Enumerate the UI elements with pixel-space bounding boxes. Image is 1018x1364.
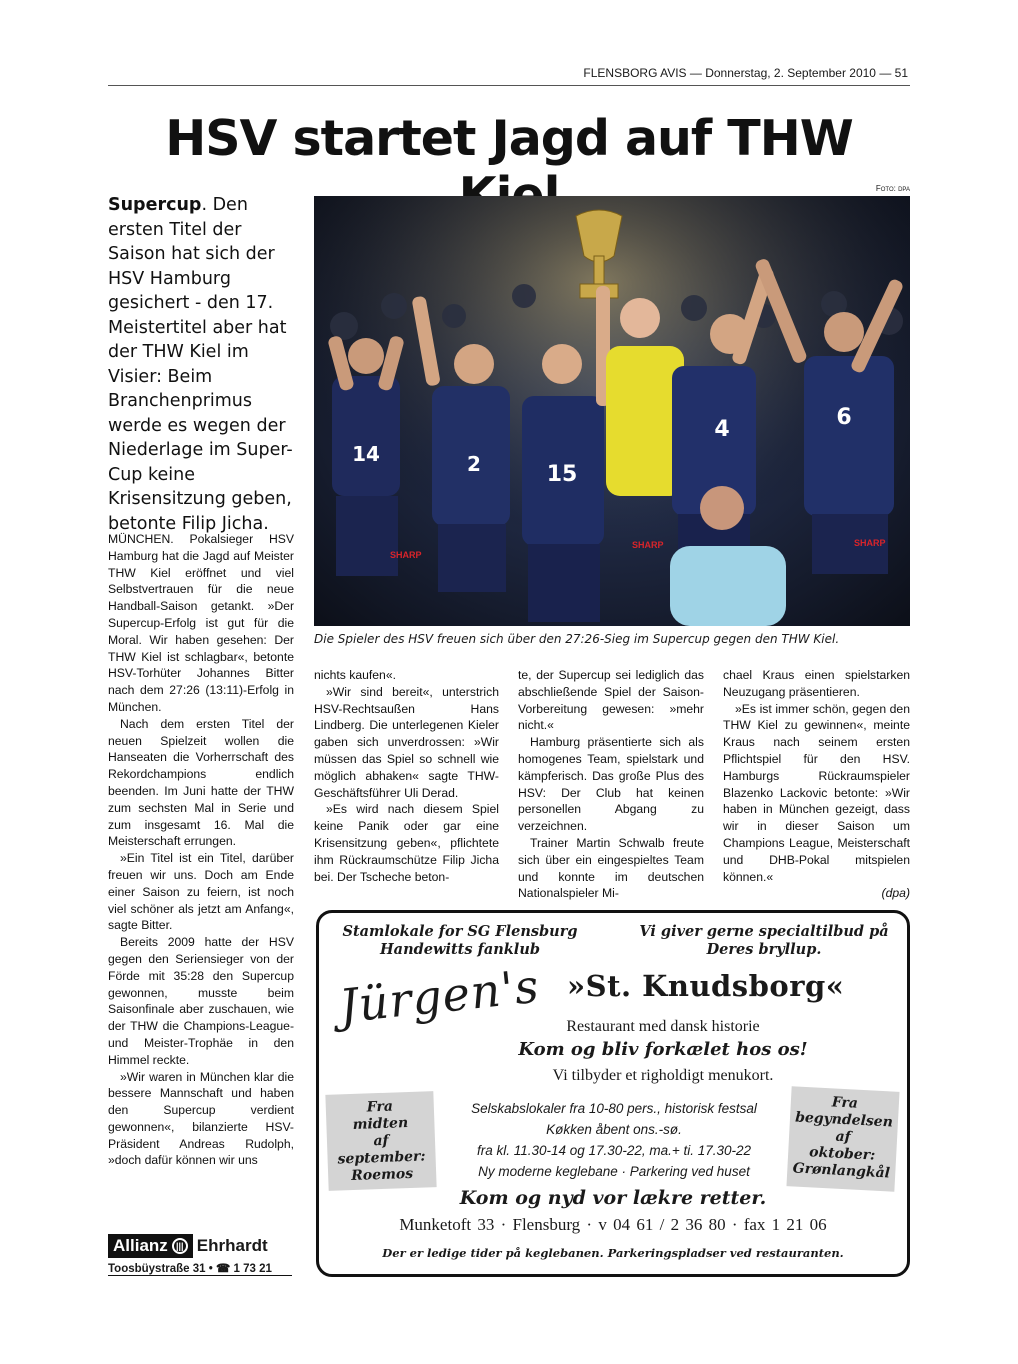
restaurant-ad bbox=[316, 910, 910, 1277]
article-column-4 bbox=[723, 667, 910, 902]
tag-line: af bbox=[373, 1132, 389, 1150]
sponsor-banner: SHARP bbox=[854, 538, 886, 548]
allianz-ad bbox=[108, 1233, 292, 1275]
ad-call-to-action: Kom og nyd vor lækre retter. bbox=[459, 1187, 767, 1209]
allianz-logo-icon: ||| bbox=[172, 1238, 188, 1254]
photo-illustration bbox=[314, 196, 910, 626]
paragraph: »Ein Titel ist ein Titel, darüber freuen wir uns. Doch am Ende einer Saison zu feiern, ist noch viel schöner als jetzt am Anfang«, sagte Bitter. bbox=[108, 851, 294, 933]
ad-restaurant-name: »St. Knudsborg« bbox=[567, 969, 845, 1003]
ad-right-tag bbox=[786, 1086, 899, 1192]
ad-left-tag bbox=[325, 1091, 436, 1191]
ad-script-name: Jürgen's bbox=[336, 958, 542, 1034]
tag-line: Fra bbox=[831, 1094, 859, 1112]
ad-top-left: Stamlokale for SG Flensburg Handewitts fanklub bbox=[342, 923, 578, 958]
tag-line: begyndelsen bbox=[794, 1109, 894, 1131]
lead-kicker: Supercup bbox=[108, 195, 202, 215]
ad-detail-line: Køkken åbent ons.-sø. bbox=[546, 1122, 682, 1137]
sponsor-banner: SHARP bbox=[390, 550, 422, 560]
tag-line: oktober: bbox=[808, 1144, 876, 1164]
agent-address: Toosbüystraße 31 • ☎ 1 73 21 bbox=[108, 1259, 292, 1276]
jersey-number: 6 bbox=[836, 405, 852, 430]
photo-caption: Die Spieler des HSV freuen sich über den 27:26-Sieg im Supercup gegen den THW Kiel. bbox=[314, 632, 840, 646]
tag-line: Grønlangkål bbox=[792, 1160, 891, 1182]
lead-text: . Den ersten Titel der Saison hat sich der HSV Hamburg gesichert - den 17. Meistertitel aber hat der THW Kiel im Visier: Beim Branchenprimus werde es wegen der Niederlage im Super-Cup keine Krisensitzung geben, betonte Filip Jicha. bbox=[108, 195, 293, 534]
paragraph: Hamburg präsentierte sich als homogenes Team, spielstark und kämpferisch. Das große Plus des HSV: Der Club hat keinen personellen Abgang zu verzeichnen. bbox=[518, 735, 704, 834]
paragraph: te, der Supercup sei lediglich das abschließende Spiel der Saison-Vorbereitung gewesen: »mehr nicht.« bbox=[518, 668, 704, 733]
article-lead bbox=[108, 193, 298, 536]
photo-credit: Foto: dpa bbox=[875, 184, 910, 193]
agent-name: Ehrhardt bbox=[196, 1236, 268, 1255]
ad-details bbox=[439, 1098, 789, 1182]
paragraph: »Es ist immer schön, gegen den THW Kiel zu gewinnen«, meinte Kraus nach seinem ersten Pflichtspiel für den HSV. Hamburgs Rückraumspieler Blazenko Lackovic betonte: »Wir haben in München gezeigt, dass wir in dieser Saison um Champions League, Meisterschaft und DHB-Pokal mitspielen können.« bbox=[723, 701, 910, 884]
ad-detail-line: fra kl. 11.30-14 og 17.30-22, ma.+ ti. 17.30-22 bbox=[476, 1143, 752, 1158]
paragraph: »Wir sind bereit«, unterstrich HSV-Rechtsaußen Hans Lindberg. Die unterlegenen Kieler gaben sich unverdrossen: »Wir müssen das Spiel so schnell wie möglich abhaken« sagte THW-Geschäftsführer Uli Derad. bbox=[314, 684, 499, 800]
source-tag: (dpa) bbox=[881, 886, 910, 901]
paragraph: MÜNCHEN. Pokalsieger HSV Hamburg hat die Jagd auf Meister THW Kiel eröffnet und viel Selbstvertrauen für die neue Handball-Saison getankt. »Der Supercup-Erfolg ist gut für die Moral. Wir haben gesehen: Der THW Kiel ist schlagbar«, betonte HSV-Torhüter Johannes Bitter nach dem 27:26 (13:11)-Erfolg in München. bbox=[108, 532, 294, 714]
jersey-number: 2 bbox=[467, 452, 481, 476]
paragraph: »Es wird nach diesem Spiel keine Panik oder gar eine Krisensitzung geben«, pflichtete ihm Rückraumschütze Filip Jicha bei. Der Tscheche beton- bbox=[314, 802, 499, 884]
ad-menu-line: Vi tilbyder et righoldigt menukort. bbox=[552, 1067, 774, 1084]
ad-top-right: Vi giver gerne specialtilbud på Deres bryllup. bbox=[639, 923, 889, 958]
ad-detail-line: Selskabslokaler fra 10-80 pers., historisk festsal bbox=[471, 1101, 757, 1116]
allianz-brand-box bbox=[108, 1234, 193, 1258]
ad-subtitle: Restaurant med dansk historie bbox=[566, 1018, 760, 1035]
paragraph: nichts kaufen«. bbox=[314, 668, 396, 682]
paragraph: Bereits 2009 hatte der HSV gegen den Seriensieger von der Förde mit 35:28 den Supercup gewonnen, musste beim Saisonfinale aber zuschauen, wie der THW die Champions-League- und Meister-Trophäe in den Himmel reckte. bbox=[108, 935, 294, 1067]
article-photo bbox=[314, 196, 910, 626]
paragraph: »Wir waren in München klar die bessere Mannschaft und haben den Supercup verdient gewonnen«, bilanzierte HSV-Präsident Andreas Rudolph, »doch dafür können wir uns bbox=[108, 1069, 294, 1168]
article-headline: HSV startet Jagd auf THW bbox=[165, 110, 853, 167]
sponsor-banner: SHARP bbox=[632, 540, 664, 550]
tag-line: midten bbox=[352, 1115, 409, 1133]
jersey-number: 4 bbox=[714, 417, 730, 442]
tag-line: af bbox=[835, 1128, 852, 1146]
ad-address: Munketoft 33 · Flensburg · v 04 61 / 2 36 80 · fax 1 21 06 bbox=[399, 1215, 827, 1234]
article-column-3 bbox=[518, 667, 704, 902]
tag-line: september: bbox=[337, 1148, 426, 1168]
paragraph: Nach dem ersten Titel der neuen Spielzeit wollen die Hanseaten die Vorherrschaft des Rekordchampions endlich beenden. Im Juni hatte der THW zum sechsten Mal in Serie und zum insgesamt 16. Mal die Meisterschaft errungen. bbox=[108, 716, 294, 849]
running-header: FLENSBORG AVIS — Donnerstag, 2. September 2010 — 51 bbox=[108, 66, 910, 86]
jersey-number: 14 bbox=[352, 442, 380, 466]
ad-detail-line: Ny moderne keglebane · Parkering ved huset bbox=[478, 1164, 750, 1179]
ad-footer: Der er ledige tider på keglebanen. Parkeringspladser ved restauranten. bbox=[382, 1246, 844, 1260]
paragraph: Trainer Martin Schwalb freute sich über ein eingespieltes Team und konnte im deutschen Nationalspieler Mi- bbox=[518, 835, 704, 901]
paragraph: chael Kraus einen spielstarken Neuzugang präsentieren. bbox=[723, 668, 910, 699]
article-column-1 bbox=[108, 531, 294, 1169]
tag-line: Roemos bbox=[350, 1165, 414, 1185]
allianz-brand: Allianz bbox=[113, 1236, 168, 1255]
tag-line: Fra bbox=[366, 1098, 394, 1116]
jersey-number: 15 bbox=[546, 462, 578, 487]
article-column-2 bbox=[314, 667, 499, 885]
ad-slogan: Kom og bliv forkælet hos os! bbox=[518, 1039, 808, 1060]
